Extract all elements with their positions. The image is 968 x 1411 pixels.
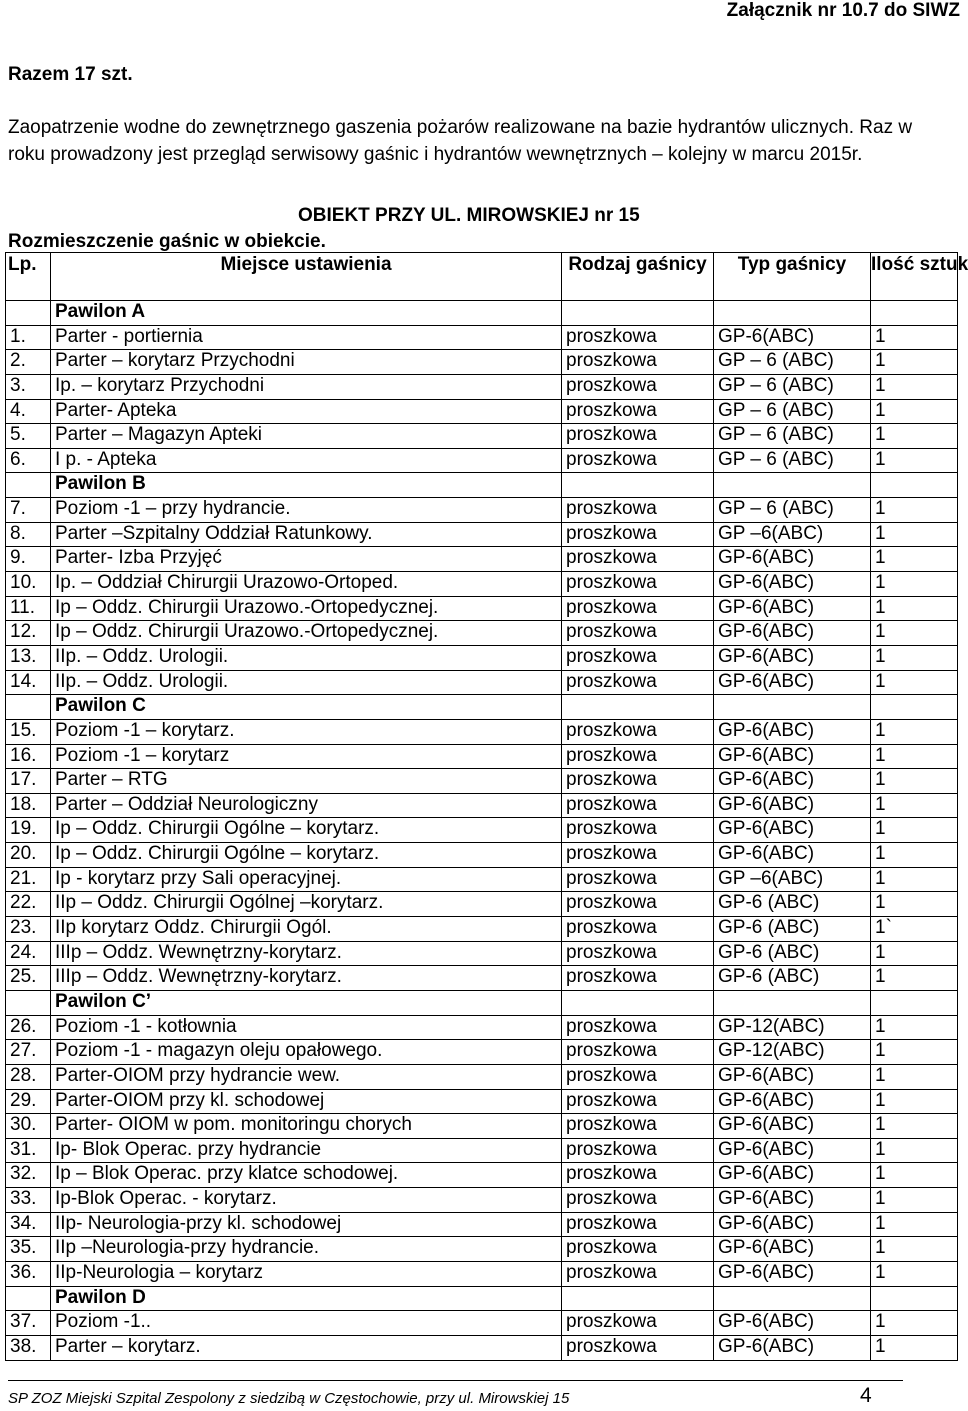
cell-rodzaj: proszkowa	[562, 744, 714, 769]
cell-miejsce: Ip. – korytarz Przychodni	[51, 374, 562, 399]
cell-lp: 38.	[6, 1335, 51, 1360]
cell-lp: 23.	[6, 917, 51, 942]
empty-cell	[714, 1286, 871, 1311]
cell-lp: 22.	[6, 892, 51, 917]
cell-typ: GP-6(ABC)	[714, 596, 871, 621]
cell-rodzaj: proszkowa	[562, 843, 714, 868]
cell-ilosc: 1	[871, 670, 958, 695]
empty-cell	[6, 473, 51, 498]
footer-text: SP ZOZ Miejski Szpital Zespolony z siedzibą w Częstochowie, przy ul. Mirowskiej 15	[8, 1390, 570, 1407]
cell-lp: 18.	[6, 793, 51, 818]
cell-lp: 28.	[6, 1064, 51, 1089]
table-row	[6, 719, 958, 744]
cell-miejsce: Parter – Magazyn Apteki	[51, 424, 562, 449]
table-row	[6, 325, 958, 350]
cell-rodzaj: proszkowa	[562, 1089, 714, 1114]
table-row	[6, 818, 958, 843]
cell-ilosc: 1	[871, 1114, 958, 1139]
cell-rodzaj: proszkowa	[562, 547, 714, 572]
cell-lp: 25.	[6, 966, 51, 991]
cell-rodzaj: proszkowa	[562, 374, 714, 399]
cell-rodzaj: proszkowa	[562, 448, 714, 473]
cell-ilosc: 1	[871, 769, 958, 794]
cell-typ: GP – 6 (ABC)	[714, 448, 871, 473]
table-row	[6, 1138, 958, 1163]
empty-cell	[562, 301, 714, 326]
cell-ilosc: 1	[871, 1138, 958, 1163]
table-row	[6, 1188, 958, 1213]
cell-typ: GP – 6 (ABC)	[714, 374, 871, 399]
cell-ilosc: 1	[871, 1188, 958, 1213]
cell-ilosc: 1	[871, 399, 958, 424]
header-lp: Lp.	[6, 253, 51, 301]
empty-cell	[871, 1286, 958, 1311]
cell-typ: GP-6(ABC)	[714, 1188, 871, 1213]
cell-lp: 21.	[6, 867, 51, 892]
cell-rodzaj: proszkowa	[562, 892, 714, 917]
cell-miejsce: Poziom -1..	[51, 1311, 562, 1336]
table-header-row	[6, 253, 958, 301]
object-subtitle: Rozmieszczenie gaśnic w obiekcie.	[8, 231, 326, 252]
table-row	[6, 941, 958, 966]
cell-ilosc: 1	[871, 719, 958, 744]
cell-typ: GP-6(ABC)	[714, 621, 871, 646]
cell-lp: 11.	[6, 596, 51, 621]
cell-rodzaj: proszkowa	[562, 621, 714, 646]
cell-ilosc: 1	[871, 941, 958, 966]
object-title: OBIEKT PRZY UL. MIROWSKIEJ nr 15	[298, 205, 640, 226]
cell-typ: GP-6(ABC)	[714, 1311, 871, 1336]
cell-lp: 17.	[6, 769, 51, 794]
cell-typ: GP-6(ABC)	[714, 1163, 871, 1188]
section-title: Pawilon C’	[51, 990, 562, 1015]
footer-divider	[8, 1380, 903, 1381]
table-row	[6, 1311, 958, 1336]
cell-rodzaj: proszkowa	[562, 1163, 714, 1188]
cell-miejsce: I p. - Apteka	[51, 448, 562, 473]
section-title: Pawilon C	[51, 695, 562, 720]
cell-ilosc: 1	[871, 818, 958, 843]
cell-rodzaj: proszkowa	[562, 769, 714, 794]
cell-typ: GP-6(ABC)	[714, 572, 871, 597]
table-row	[6, 424, 958, 449]
table-row	[6, 645, 958, 670]
header-typ: Typ gaśnicy	[714, 253, 871, 301]
table-row	[6, 843, 958, 868]
cell-lp: 31.	[6, 1138, 51, 1163]
cell-typ: GP-6(ABC)	[714, 1089, 871, 1114]
table-row	[6, 1089, 958, 1114]
empty-cell	[871, 473, 958, 498]
table-row	[6, 350, 958, 375]
cell-ilosc: 1	[871, 621, 958, 646]
cell-lp: 8.	[6, 522, 51, 547]
empty-cell	[714, 695, 871, 720]
cell-rodzaj: proszkowa	[562, 1138, 714, 1163]
cell-typ: GP-6(ABC)	[714, 1261, 871, 1286]
cell-miejsce: Parter - portiernia	[51, 325, 562, 350]
cell-ilosc: 1	[871, 1261, 958, 1286]
cell-rodzaj: proszkowa	[562, 670, 714, 695]
table-row	[6, 547, 958, 572]
table-row	[6, 1237, 958, 1262]
table-row	[6, 498, 958, 523]
attachment-label: Załącznik nr 10.7 do SIWZ	[726, 0, 960, 21]
cell-rodzaj: proszkowa	[562, 1311, 714, 1336]
cell-lp: 13.	[6, 645, 51, 670]
cell-lp: 19.	[6, 818, 51, 843]
cell-ilosc: 1	[871, 522, 958, 547]
cell-ilosc: 1	[871, 1064, 958, 1089]
cell-ilosc: 1	[871, 744, 958, 769]
table-row	[6, 1163, 958, 1188]
cell-lp: 26.	[6, 1015, 51, 1040]
table-row	[6, 1064, 958, 1089]
cell-rodzaj: proszkowa	[562, 917, 714, 942]
header-rodzaj: Rodzaj gaśnicy	[562, 253, 714, 301]
empty-cell	[714, 990, 871, 1015]
section-title: Pawilon D	[51, 1286, 562, 1311]
cell-typ: GP – 6 (ABC)	[714, 350, 871, 375]
cell-miejsce: Ip- Blok Operac. przy hydrancie	[51, 1138, 562, 1163]
cell-ilosc: 1	[871, 1212, 958, 1237]
empty-cell	[6, 1286, 51, 1311]
empty-cell	[6, 990, 51, 1015]
cell-rodzaj: proszkowa	[562, 645, 714, 670]
cell-typ: GP-6(ABC)	[714, 769, 871, 794]
cell-ilosc: 1	[871, 374, 958, 399]
cell-lp: 29.	[6, 1089, 51, 1114]
cell-ilosc: 1	[871, 572, 958, 597]
table-row	[6, 374, 958, 399]
cell-rodzaj: proszkowa	[562, 867, 714, 892]
cell-miejsce: Ip – Oddz. Chirurgii Urazowo.-Ortopedycznej.	[51, 621, 562, 646]
cell-miejsce: IIp. – Oddz. Urologii.	[51, 645, 562, 670]
cell-rodzaj: proszkowa	[562, 966, 714, 991]
cell-ilosc: 1	[871, 1311, 958, 1336]
cell-miejsce: Parter-OIOM przy hydrancie wew.	[51, 1064, 562, 1089]
cell-rodzaj: proszkowa	[562, 941, 714, 966]
cell-lp: 4.	[6, 399, 51, 424]
empty-cell	[562, 695, 714, 720]
empty-cell	[714, 301, 871, 326]
cell-typ: GP-6(ABC)	[714, 1064, 871, 1089]
cell-typ: GP-6(ABC)	[714, 793, 871, 818]
cell-rodzaj: proszkowa	[562, 1237, 714, 1262]
cell-typ: GP-6(ABC)	[714, 645, 871, 670]
cell-ilosc: 1	[871, 596, 958, 621]
empty-cell	[562, 1286, 714, 1311]
cell-lp: 6.	[6, 448, 51, 473]
cell-typ: GP-6(ABC)	[714, 1138, 871, 1163]
cell-lp: 32.	[6, 1163, 51, 1188]
cell-lp: 24.	[6, 941, 51, 966]
cell-lp: 33.	[6, 1188, 51, 1213]
cell-typ: GP-6(ABC)	[714, 843, 871, 868]
cell-rodzaj: proszkowa	[562, 1335, 714, 1360]
header-miejsce: Miejsce ustawienia	[51, 253, 562, 301]
cell-rodzaj: proszkowa	[562, 1212, 714, 1237]
cell-typ: GP-6 (ABC)	[714, 892, 871, 917]
cell-ilosc: 1	[871, 867, 958, 892]
table-row	[6, 596, 958, 621]
cell-lp: 15.	[6, 719, 51, 744]
section-row	[6, 695, 958, 720]
cell-typ: GP-12(ABC)	[714, 1040, 871, 1065]
cell-ilosc: 1	[871, 1163, 958, 1188]
cell-miejsce: Ip. – Oddział Chirurgii Urazowo-Ortoped.	[51, 572, 562, 597]
cell-rodzaj: proszkowa	[562, 1261, 714, 1286]
cell-lp: 2.	[6, 350, 51, 375]
cell-miejsce: Parter – RTG	[51, 769, 562, 794]
empty-cell	[562, 473, 714, 498]
cell-rodzaj: proszkowa	[562, 498, 714, 523]
cell-lp: 12.	[6, 621, 51, 646]
cell-miejsce: IIp – Oddz. Chirurgii Ogólnej –korytarz.	[51, 892, 562, 917]
section-row	[6, 990, 958, 1015]
cell-ilosc: 1	[871, 1335, 958, 1360]
cell-typ: GP – 6 (ABC)	[714, 498, 871, 523]
cell-miejsce: Parter- Izba Przyjęć	[51, 547, 562, 572]
header-ilosc: Ilość sztuk	[871, 253, 958, 301]
cell-lp: 37.	[6, 1311, 51, 1336]
table-row	[6, 966, 958, 991]
cell-lp: 10.	[6, 572, 51, 597]
cell-miejsce: Ip – Oddz. Chirurgii Ogólne – korytarz.	[51, 843, 562, 868]
cell-rodzaj: proszkowa	[562, 1064, 714, 1089]
cell-miejsce: IIp –Neurologia-przy hydrancie.	[51, 1237, 562, 1262]
cell-ilosc: 1	[871, 1089, 958, 1114]
section-title: Pawilon A	[51, 301, 562, 326]
empty-cell	[871, 695, 958, 720]
cell-miejsce: Parter- Apteka	[51, 399, 562, 424]
cell-ilosc: 1	[871, 892, 958, 917]
cell-typ: GP-6(ABC)	[714, 670, 871, 695]
cell-miejsce: Parter – korytarz Przychodni	[51, 350, 562, 375]
table-row	[6, 621, 958, 646]
cell-rodzaj: proszkowa	[562, 1040, 714, 1065]
cell-miejsce: Ip – Blok Operac. przy klatce schodowej.	[51, 1163, 562, 1188]
cell-rodzaj: proszkowa	[562, 818, 714, 843]
cell-typ: GP-6(ABC)	[714, 719, 871, 744]
table-row	[6, 670, 958, 695]
table-row	[6, 1015, 958, 1040]
cell-lp: 3.	[6, 374, 51, 399]
cell-rodzaj: proszkowa	[562, 1188, 714, 1213]
table-row	[6, 448, 958, 473]
cell-lp: 20.	[6, 843, 51, 868]
cell-miejsce: IIp. – Oddz. Urologii.	[51, 670, 562, 695]
empty-cell	[871, 301, 958, 326]
table-row	[6, 1040, 958, 1065]
cell-ilosc: 1	[871, 645, 958, 670]
cell-ilosc: 1	[871, 1040, 958, 1065]
cell-miejsce: Poziom -1 – przy hydrancie.	[51, 498, 562, 523]
cell-typ: GP-6(ABC)	[714, 744, 871, 769]
table-row	[6, 769, 958, 794]
cell-miejsce: Ip - korytarz przy Sali operacyjnej.	[51, 867, 562, 892]
cell-typ: GP-6(ABC)	[714, 1335, 871, 1360]
cell-miejsce: Parter-OIOM przy kl. schodowej	[51, 1089, 562, 1114]
cell-miejsce: IIp korytarz Oddz. Chirurgii Ogól.	[51, 917, 562, 942]
section-row	[6, 1286, 958, 1311]
cell-miejsce: Ip – Oddz. Chirurgii Urazowo.-Ortopedycznej.	[51, 596, 562, 621]
cell-typ: GP-12(ABC)	[714, 1015, 871, 1040]
cell-miejsce: Poziom -1 – korytarz.	[51, 719, 562, 744]
cell-typ: GP-6 (ABC)	[714, 941, 871, 966]
section-row	[6, 473, 958, 498]
table-row	[6, 399, 958, 424]
cell-rodzaj: proszkowa	[562, 325, 714, 350]
cell-ilosc: 1	[871, 1015, 958, 1040]
cell-miejsce: IIp- Neurologia-przy kl. schodowej	[51, 1212, 562, 1237]
cell-ilosc: 1	[871, 325, 958, 350]
cell-rodzaj: proszkowa	[562, 350, 714, 375]
table-row	[6, 1335, 958, 1360]
cell-miejsce: IIIp – Oddz. Wewnętrzny-korytarz.	[51, 966, 562, 991]
cell-miejsce: Parter –Szpitalny Oddział Ratunkowy.	[51, 522, 562, 547]
cell-typ: GP-6(ABC)	[714, 1237, 871, 1262]
cell-rodzaj: proszkowa	[562, 399, 714, 424]
cell-lp: 36.	[6, 1261, 51, 1286]
table-row	[6, 867, 958, 892]
empty-cell	[6, 695, 51, 720]
cell-ilosc: 1	[871, 448, 958, 473]
cell-miejsce: Parter – Oddział Neurologiczny	[51, 793, 562, 818]
extinguisher-table	[5, 252, 968, 1361]
cell-rodzaj: proszkowa	[562, 1114, 714, 1139]
cell-ilosc: 1	[871, 350, 958, 375]
cell-rodzaj: proszkowa	[562, 719, 714, 744]
cell-typ: GP – 6 (ABC)	[714, 424, 871, 449]
cell-rodzaj: proszkowa	[562, 572, 714, 597]
cell-ilosc: 1	[871, 1237, 958, 1262]
cell-rodzaj: proszkowa	[562, 1015, 714, 1040]
cell-typ: GP-6(ABC)	[714, 547, 871, 572]
section-row	[6, 301, 958, 326]
cell-typ: GP-6 (ABC)	[714, 966, 871, 991]
cell-typ: GP –6(ABC)	[714, 522, 871, 547]
cell-ilosc: 1	[871, 547, 958, 572]
empty-cell	[871, 990, 958, 1015]
cell-lp: 27.	[6, 1040, 51, 1065]
table-row	[6, 917, 958, 942]
cell-miejsce: Parter – korytarz.	[51, 1335, 562, 1360]
cell-miejsce: Ip-Blok Operac. - korytarz.	[51, 1188, 562, 1213]
cell-miejsce: Poziom -1 - magazyn oleju opałowego.	[51, 1040, 562, 1065]
cell-miejsce: Poziom -1 – korytarz	[51, 744, 562, 769]
page-number: 4	[860, 1384, 872, 1407]
cell-typ: GP –6(ABC)	[714, 867, 871, 892]
cell-lp: 9.	[6, 547, 51, 572]
cell-lp: 16.	[6, 744, 51, 769]
intro-paragraph: Zaopatrzenie wodne do zewnętrznego gaszenia pożarów realizowane na bazie hydrantów ulicznych. Raz w roku prowadzony jest przegląd serwisowy gaśnic i hydrantów wewnętrznych – kolejny w marcu 2015r.	[8, 117, 913, 165]
section-title: Pawilon B	[51, 473, 562, 498]
cell-typ: GP-6(ABC)	[714, 325, 871, 350]
cell-lp: 5.	[6, 424, 51, 449]
cell-typ: GP-6 (ABC)	[714, 917, 871, 942]
empty-cell	[714, 473, 871, 498]
table-row	[6, 793, 958, 818]
cell-typ: GP-6(ABC)	[714, 818, 871, 843]
cell-rodzaj: proszkowa	[562, 793, 714, 818]
cell-ilosc: 1	[871, 424, 958, 449]
table-row	[6, 1114, 958, 1139]
table-row	[6, 892, 958, 917]
cell-miejsce: IIp-Neurologia – korytarz	[51, 1261, 562, 1286]
total-count: Razem 17 szt.	[8, 64, 133, 85]
cell-ilosc: 1	[871, 498, 958, 523]
cell-lp: 14.	[6, 670, 51, 695]
cell-ilosc: 1	[871, 843, 958, 868]
cell-rodzaj: proszkowa	[562, 596, 714, 621]
table-row	[6, 744, 958, 769]
cell-ilosc: 1	[871, 793, 958, 818]
cell-typ: GP – 6 (ABC)	[714, 399, 871, 424]
cell-miejsce: Ip – Oddz. Chirurgii Ogólne – korytarz.	[51, 818, 562, 843]
cell-ilosc: 1	[871, 966, 958, 991]
cell-ilosc: 1`	[871, 917, 958, 942]
cell-lp: 1.	[6, 325, 51, 350]
cell-lp: 34.	[6, 1212, 51, 1237]
empty-cell	[6, 301, 51, 326]
table-row	[6, 1212, 958, 1237]
empty-cell	[562, 990, 714, 1015]
table-row	[6, 1261, 958, 1286]
cell-lp: 30.	[6, 1114, 51, 1139]
cell-typ: GP-6(ABC)	[714, 1114, 871, 1139]
cell-lp: 7.	[6, 498, 51, 523]
cell-rodzaj: proszkowa	[562, 522, 714, 547]
cell-lp: 35.	[6, 1237, 51, 1262]
cell-miejsce: Poziom -1 - kotłownia	[51, 1015, 562, 1040]
table-row	[6, 572, 958, 597]
cell-miejsce: Parter- OIOM w pom. monitoringu chorych	[51, 1114, 562, 1139]
cell-miejsce: IIIp – Oddz. Wewnętrzny-korytarz.	[51, 941, 562, 966]
table-row	[6, 522, 958, 547]
cell-typ: GP-6(ABC)	[714, 1212, 871, 1237]
cell-rodzaj: proszkowa	[562, 424, 714, 449]
